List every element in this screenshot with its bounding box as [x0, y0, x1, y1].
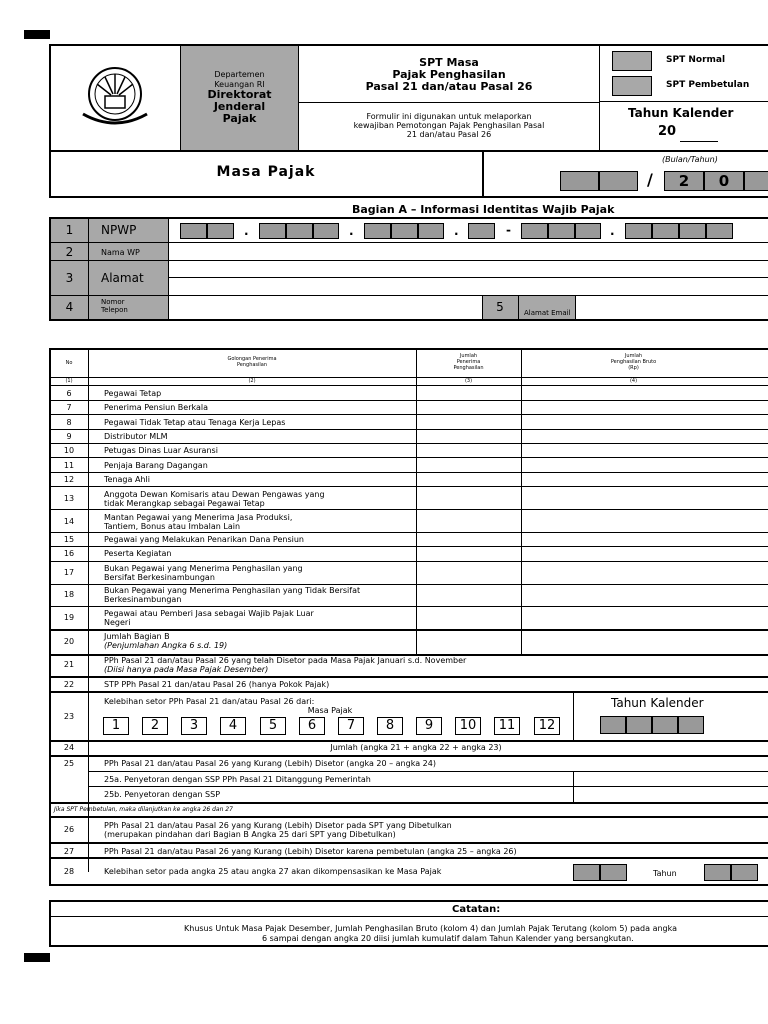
- row-28-month-digit-2[interactable]: [600, 864, 627, 881]
- npwp-separator-5: .: [610, 224, 615, 238]
- tahun-kalender-label: Tahun Kalender: [628, 106, 734, 120]
- npwp-group-1[interactable]: [180, 223, 234, 239]
- table-row-label: Bukan Pegawai yang Menerima Penghasilan yang Bersifat Berkesinambungan: [104, 564, 303, 582]
- table-row-label: Penerima Pensiun Berkala: [104, 403, 209, 412]
- row-26-sublabel: (merupakan pindahan dari Bagian B Angka 25 dari SPT yang Dibetulkan): [104, 830, 396, 839]
- pembetulan-note: Jika SPT Pembetulan, maka dilanjutkan ke angka 26 dan 27: [54, 806, 233, 813]
- row-no-3: 3: [65, 271, 74, 285]
- spt-pembetulan-checkbox[interactable]: [612, 76, 652, 96]
- form-title-1: SPT Masa: [419, 56, 479, 69]
- month-box-4[interactable]: 4: [220, 717, 246, 735]
- catatan-line-1: Khusus Untuk Masa Pajak Desember, Jumlah Penghasilan Bruto (kolom 4) dan Jumlah Pajak Terutang (kolom 5) pada angka: [184, 924, 678, 933]
- row-28-year-digit-2[interactable]: [731, 864, 758, 881]
- masa-year-digit-1[interactable]: 2: [664, 171, 704, 191]
- row-21-sublabel: (Diisi hanya pada Masa Pajak Desember): [104, 665, 269, 674]
- row-28-no: 28: [63, 867, 75, 876]
- col-number-3: (3): [464, 378, 473, 384]
- table-row-label: Jumlah Bagian B: [104, 632, 170, 641]
- table-row-no: 8: [66, 418, 72, 427]
- spt-normal-checkbox[interactable]: [612, 51, 652, 71]
- table-row-label: Petugas Dinas Luar Asuransi: [104, 446, 218, 455]
- corner-mark-top: [24, 30, 50, 39]
- telepon-field[interactable]: [170, 297, 480, 319]
- row-26-label: PPh Pasal 21 dan/atau Pasal 26 yang Kurang (Lebih) Disetor pada SPT yang Dibetulkan: [104, 821, 452, 830]
- table-row-no: 19: [63, 613, 75, 622]
- month-box-7[interactable]: 7: [338, 717, 364, 735]
- telepon-label: Nomor Telepon: [101, 298, 128, 314]
- col-header-no: No: [65, 360, 73, 366]
- table-row-label: Penjaja Barang Dagangan: [104, 461, 208, 470]
- table-row-no: 16: [63, 549, 75, 558]
- npwp-group-3[interactable]: [364, 223, 444, 239]
- table-row-no: 12: [63, 475, 75, 484]
- month-box-3[interactable]: 3: [181, 717, 207, 735]
- masa-year-digit-2[interactable]: 0: [704, 171, 744, 191]
- month-box-2[interactable]: 2: [142, 717, 168, 735]
- month-box-6[interactable]: 6: [299, 717, 325, 735]
- masa-year-digit-3[interactable]: [744, 171, 768, 191]
- alamat-label: Alamat: [101, 271, 144, 285]
- col-number-1: (1): [65, 378, 73, 384]
- col-number-2: (2): [248, 378, 256, 384]
- row-24-no: 24: [63, 743, 75, 752]
- month-box-8[interactable]: 8: [377, 717, 403, 735]
- row-no-1: 1: [65, 223, 74, 237]
- row-25b-label: 25b. Penyetoran dengan SSP: [104, 790, 221, 799]
- logo-cell: [51, 46, 180, 148]
- row-25-label: PPh Pasal 21 dan/atau Pasal 26 yang Kurang (Lebih) Disetor (angka 20 – angka 24): [104, 759, 436, 768]
- table-row-label: Anggota Dewan Komisaris atau Dewan Pengawas yang tidak Merangkap sebagai Pegawai Tetap: [104, 490, 325, 508]
- month-box-11[interactable]: 11: [494, 717, 520, 735]
- alamat-field[interactable]: [170, 262, 768, 294]
- masa-slash: /: [647, 170, 653, 189]
- masa-pajak-label: Masa Pajak: [216, 164, 316, 180]
- month-box-12[interactable]: 12: [534, 717, 560, 735]
- email-label: Alamat Email: [524, 309, 571, 317]
- nama-wp-field[interactable]: [170, 244, 768, 259]
- year-input-line[interactable]: [680, 141, 718, 142]
- row-22-label: STP PPh Pasal 21 dan/atau Pasal 26 (hanya Pokok Pajak): [104, 680, 330, 689]
- row-23-year-digit-2[interactable]: [626, 716, 652, 734]
- npwp-separator-4: -: [506, 223, 511, 237]
- row-no-2: 2: [65, 245, 74, 259]
- ministry-emblem-icon: [75, 64, 155, 134]
- table-row-no: 15: [63, 535, 75, 544]
- form-title-3: Pasal 21 dan/atau Pasal 26: [365, 80, 533, 93]
- table-row-no: 20: [63, 637, 75, 646]
- masa-month-digit-2[interactable]: [599, 171, 638, 191]
- row-21-no: 21: [63, 660, 75, 669]
- row-24-label: Jumlah (angka 21 + angka 22 + angka 23): [330, 743, 502, 752]
- table-row-no: 10: [63, 446, 75, 455]
- table-row-sublabel: (Penjumlahan Angka 6 s.d. 19): [104, 641, 228, 650]
- form-note: Formulir ini digunakan untuk melaporkan kewajiban Pemotongan Pajak Penghasilan Pasal 21 dan/atau Pasal 26: [353, 112, 545, 139]
- npwp-separator-1: .: [244, 224, 249, 238]
- table-row-label: Distributor MLM: [104, 432, 168, 441]
- nama-wp-label: Nama WP: [101, 248, 140, 257]
- month-box-1[interactable]: 1: [103, 717, 129, 735]
- table-row-label: Pegawai Tidak Tetap atau Tenaga Kerja Lepas: [104, 418, 286, 427]
- email-field[interactable]: [577, 297, 768, 319]
- table-row-no: 6: [66, 389, 72, 398]
- month-box-10[interactable]: 10: [455, 717, 481, 735]
- npwp-group-5[interactable]: [521, 223, 601, 239]
- npwp-group-4[interactable]: [468, 223, 495, 239]
- table-row-no: 7: [66, 403, 72, 412]
- year-prefix: 20: [658, 124, 677, 139]
- spt-pembetulan-label: SPT Pembetulan: [666, 80, 750, 90]
- table-row-label: Peserta Kegiatan: [104, 549, 172, 558]
- department-label: Departemen Keuangan RI: [214, 70, 265, 89]
- row-22-no: 22: [63, 680, 75, 689]
- table-row-no: 9: [66, 432, 72, 441]
- catatan-line-2: 6 sampai dengan angka 20 diisi jumlah kumulatif dalam Tahun Kalender yang bersangkutan.: [262, 934, 634, 943]
- table-row-label: Pegawai yang Melakukan Penarikan Dana Pensiun: [104, 535, 304, 544]
- bulan-tahun-label: (Bulan/Tahun): [662, 155, 718, 164]
- row-no-5: 5: [496, 300, 504, 314]
- form-title-2: Pajak Penghasilan: [392, 68, 506, 81]
- row-28-year-digit-1[interactable]: [704, 864, 731, 881]
- row-25-no: 25: [63, 759, 75, 768]
- row-28-tahun-label: Tahun: [653, 869, 677, 878]
- row-27-label: PPh Pasal 21 dan/atau Pasal 26 yang Kurang (Lebih) Disetor karena pembetulan (angka 25 – angka 26): [104, 847, 517, 856]
- row-23-tahun-label: Tahun Kalender: [611, 696, 704, 710]
- row-no-4: 4: [65, 300, 74, 314]
- row-21-label: PPh Pasal 21 dan/atau Pasal 26 yang telah Disetor pada Masa Pajak Januari s.d. November: [104, 656, 467, 665]
- table-row-label: Pegawai Tetap: [104, 389, 162, 398]
- table-row-label: Pegawai atau Pemberi Jasa sebagai Wajib Pajak Luar Negeri: [104, 609, 314, 627]
- col-header-penghasilan-bruto: Jumlah Penghasilan Bruto (Rp): [610, 353, 657, 371]
- table-row-no: 14: [63, 517, 75, 526]
- table-row-label: Bukan Pegawai yang Menerima Penghasilan yang Tidak Bersifat Berkesinambungan: [104, 586, 361, 604]
- table-row-no: 11: [63, 461, 75, 470]
- npwp-separator-2: .: [349, 224, 354, 238]
- month-box-5[interactable]: 5: [260, 717, 286, 735]
- row-23-label: Kelebihan setor PPh Pasal 21 dan/atau Pasal 26 dari:: [104, 697, 315, 706]
- col-header-jumlah-penerima: Jumlah Penerima Penghasilan: [453, 353, 484, 371]
- table-row-label: Mantan Pegawai yang Menerima Jasa Produksi, Tantiem, Bonus atau Imbalan Lain: [104, 513, 293, 531]
- table-row-label: Tenaga Ahli: [104, 475, 150, 484]
- col-header-golongan: Golongan Penerima Penghasilan: [227, 356, 277, 368]
- col-number-4: (4): [629, 378, 638, 384]
- table-row-no: 18: [63, 590, 75, 599]
- row-23-year-digit-4[interactable]: [678, 716, 704, 734]
- row-28-label: Kelebihan setor pada angka 25 atau angka 27 akan dikompensasikan ke Masa Pajak: [104, 867, 442, 876]
- catatan-title: Catatan:: [452, 904, 501, 915]
- row-23-year-digit-3[interactable]: [652, 716, 678, 734]
- directorate-label: Direktorat Jenderal Pajak: [207, 88, 272, 125]
- month-box-9[interactable]: 9: [416, 717, 442, 735]
- row-23-year-digit-1[interactable]: [600, 716, 626, 734]
- npwp-separator-3: .: [454, 224, 459, 238]
- row-27-no: 27: [63, 847, 75, 856]
- npwp-group-2[interactable]: [259, 223, 339, 239]
- npwp-label: NPWP: [101, 223, 137, 237]
- spt-normal-label: SPT Normal: [666, 55, 726, 65]
- npwp-group-6[interactable]: [625, 223, 768, 239]
- row-25a-label: 25a. Penyetoran dengan SSP PPh Pasal 21 Ditanggung Pemerintah: [104, 775, 371, 784]
- masa-month-digit-1[interactable]: [560, 171, 599, 191]
- corner-mark-bottom: [24, 953, 50, 962]
- row-26-no: 26: [63, 825, 75, 834]
- row-28-month-digit-1[interactable]: [573, 864, 600, 881]
- row-23-no: 23: [63, 712, 75, 721]
- table-row-no: 17: [63, 568, 75, 577]
- table-row-no: 13: [63, 494, 75, 503]
- row-23-masa-label: Masa Pajak: [307, 706, 353, 715]
- bagian-a-title: Bagian A – Informasi Identitas Wajib Pajak: [352, 203, 615, 216]
